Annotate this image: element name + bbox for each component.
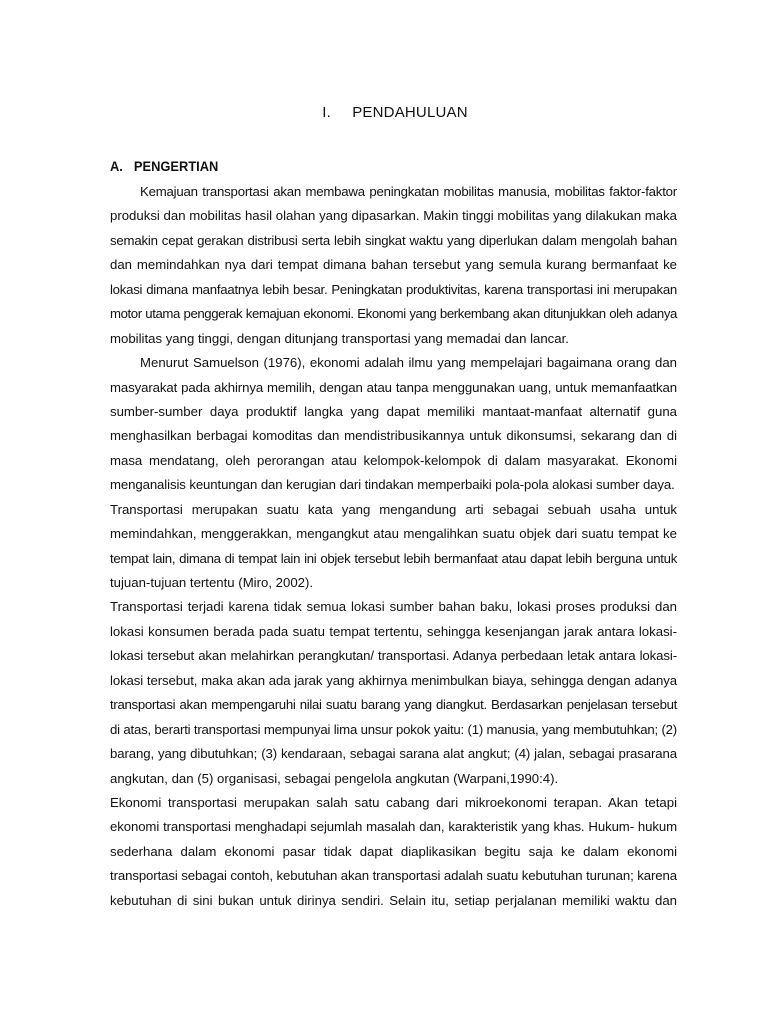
text-line: di atas, berarti transportasi mempunyai lima unsur pokok yaitu: (1) manusia, yang membutuhkan; (2) <box>110 721 677 737</box>
text-line: masyarakat pada akhirnya memilih, dengan atau tanpa menggunakan uang, untuk memanfaatkan <box>110 379 677 395</box>
text-line: transportasi akan mempengaruhi nilai suatu barang yang diangkut. Berdasarkan penjelasan tersebut <box>110 697 677 713</box>
text-line: Kemajuan transportasi akan membawa peningkatan mobilitas manusia, mobilitas faktor-faktor <box>140 184 677 199</box>
text-line: mobilitas yang tinggi, dengan ditunjang transportasi yang memadai dan lancar. <box>110 330 569 346</box>
text-line: Transportasi terjadi karena tidak semua lokasi sumber bahan baku, lokasi proses produksi dan <box>110 599 677 615</box>
section-letter: A. <box>110 158 123 174</box>
chapter-number: I. <box>322 104 331 121</box>
text-line: lokasi tersebut, maka akan ada jarak yang akhirnya menimbulkan biaya, sehingga dengan adanya <box>110 672 677 688</box>
text-line: Transportasi merupakan suatu kata yang mengandung arti sebagai sebuah usaha untuk <box>110 501 677 517</box>
chapter-title-text: PENDAHULUAN <box>352 104 468 121</box>
body-text <box>110 180 677 913</box>
text-line: masa mendatang, oleh perorangan atau kelompok-kelompok di dalam masyarakat. Ekonomi <box>110 452 677 468</box>
text-line: tujuan-tujuan tertentu (Miro, 2002). <box>110 575 314 590</box>
text-line: semakin cepat gerakan distribusi serta lebih singkat waktu yang diperlukan dalam mengolah bahan <box>110 232 677 248</box>
text-line: lokasi dimana manfaatnya lebih besar. Peningkatan produktivitas, karena transportasi ini merupakan <box>110 281 677 297</box>
section-title-text: PENGERTIAN <box>133 158 219 174</box>
text-line: menghasilkan berbagai komoditas dan mendistribusikannya untuk dikonsumsi, sekarang dan di <box>110 428 677 444</box>
text-line: Menurut Samuelson (1976), ekonomi adalah ilmu yang mempelajari bagaimana orang dan <box>140 355 677 371</box>
text-line: Ekonomi transportasi merupakan salah satu cabang dari mikroekonomi terapan. Akan tetapi <box>110 794 677 810</box>
chapter-title <box>0 104 768 121</box>
text-line: menganalisis keuntungan dan kerugian dari tindakan memperbaiki pola-pola alokasi sumber daya. <box>110 477 675 493</box>
text-line: tempat lain, dimana di tempat lain ini objek tersebut lebih bermanfaat atau dapat lebih berguna untuk <box>110 550 677 566</box>
text-line: lokasi tersebut akan melahirkan perangkutan/ transportasi. Adanya perbedaan letak antara lokasi- <box>110 648 677 664</box>
text-line: lokasi konsumen berada pada suatu tempat tertentu, sehingga kesenjangan jarak antara lokasi- <box>110 623 677 639</box>
text-line: sumber-sumber daya produktif langka yang dapat memiliki mantaat-manfaat alternatif guna <box>110 403 677 419</box>
text-line: kebutuhan di sini bukan untuk dirinya sendiri. Selain itu, setiap perjalanan memiliki waktu dan <box>110 892 677 908</box>
text-line: sederhana dalam ekonomi pasar tidak dapat diaplikasikan begitu saja ke dalam ekonomi <box>110 843 677 859</box>
text-line: memindahkan, menggerakkan, mengangkut atau mengalihkan suatu objek dari suatu tempat ke <box>110 526 677 542</box>
text-line: motor utama penggerak kemajuan ekonomi. Ekonomi yang berkembang akan ditunjukkan oleh adanya <box>110 306 677 322</box>
text-line: transportasi sebagai contoh, kebutuhan akan transportasi adalah suatu kebutuhan turunan; karena <box>110 868 677 884</box>
section-heading <box>110 158 218 174</box>
text-line: angkutan, dan (5) organisasi, sebagai pengelola angkutan (Warpani,1990:4). <box>110 770 559 786</box>
text-line: dan memindahkan nya dari tempat dimana bahan tersebut yang semula kurang bermanfaat ke <box>110 257 677 273</box>
text-line: ekonomi transportasi menghadapi sejumlah masalah dan, karakteristik yang khas. Hukum- hukum <box>110 819 677 835</box>
text-line: produksi dan mobilitas hasil olahan yang dipasarkan. Makin tinggi mobilitas yang dilakukan maka <box>110 208 677 224</box>
text-line: barang, yang dibutuhkan; (3) kendaraan, sebagai sarana alat angkut; (4) jalan, sebagai prasarana <box>110 746 677 762</box>
